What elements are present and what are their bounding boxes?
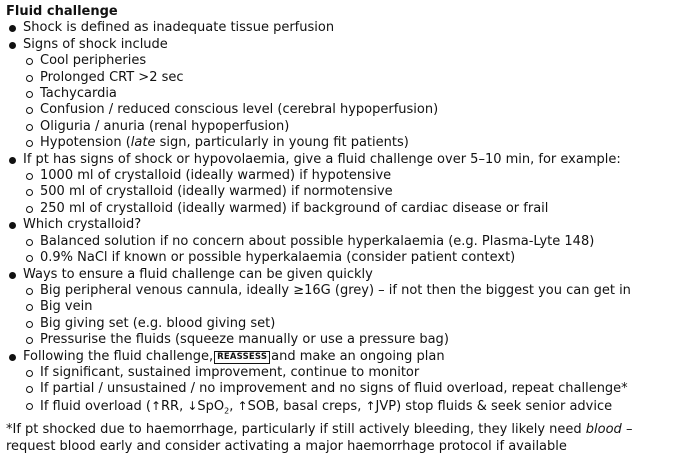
- arrow-up-icon: ↑: [150, 398, 162, 413]
- page-title: Fluid challenge: [6, 4, 118, 19]
- sub-item: Big giving set (e.g. blood giving set): [23, 316, 671, 332]
- sub-item-hypotension: [23, 135, 671, 151]
- sub-item: Big vein: [23, 299, 671, 315]
- list-item-fluid-challenge: [6, 152, 671, 218]
- overload-spo: SpO: [197, 398, 225, 414]
- sub-item: Cool peripheries: [23, 53, 671, 69]
- signs-sublist: [23, 53, 671, 151]
- sub-item: Pressurise the fluids (squeeze manually or use a pressure bag): [23, 332, 671, 348]
- hypotension-text-post: sign, particularly in young fit patients): [155, 135, 409, 151]
- footnote-text-post: – request blood early and consider activating a major haemorrhage protocol if available: [6, 422, 633, 454]
- challenge-header: If pt has signs of shock or hypovolaemia, give a fluid challenge over 5–10 min, for example:: [23, 151, 621, 167]
- main-bullet-list: [6, 20, 671, 415]
- overload-sob: SOB, basal creps,: [247, 398, 366, 414]
- arrow-down-icon: ↓: [187, 398, 198, 413]
- which-sublist: [23, 234, 671, 267]
- sub-item: 250 ml of crystalloid (ideally warmed) if background of cardiac disease or frail: [23, 201, 671, 217]
- list-item-which-crystalloid: [6, 217, 671, 266]
- sub-item: Balanced solution if no concern about possible hyperkalaemia (e.g. Plasma-Lyte 148): [23, 234, 671, 250]
- sub-item: If significant, sustained improvement, continue to monitor: [23, 365, 671, 381]
- which-header: Which crystalloid?: [23, 217, 142, 233]
- reassess-badge: REASSESS: [214, 351, 270, 364]
- arrow-up-icon: ↑: [365, 398, 376, 413]
- sub-item: Tachycardia: [23, 86, 671, 102]
- overload-rr: RR,: [161, 398, 188, 414]
- list-item-shock-definition: Shock is defined as inadequate tissue perfusion: [6, 20, 671, 36]
- hypotension-text-pre: Hypotension (: [40, 135, 131, 151]
- overload-comma: ,: [229, 398, 238, 414]
- sub-item: If partial / unsustained / no improvement and no signs of fluid overload, repeat challenge*: [23, 381, 671, 397]
- list-item-signs-of-shock: [6, 37, 671, 152]
- sub-item: 500 ml of crystalloid (ideally warmed) if normotensive: [23, 184, 671, 200]
- sub-item-fluid-overload: [23, 398, 671, 415]
- overload-subscript-2: 2: [224, 406, 230, 416]
- footnote-blood-emphasis: blood: [585, 422, 622, 438]
- list-item-ways: [6, 267, 671, 349]
- overload-jvp: JVP) stop fluids & seek senior advice: [375, 398, 613, 414]
- overload-text-pre: If fluid overload (: [40, 398, 151, 414]
- arrow-up-icon: ↑: [237, 398, 248, 413]
- sub-item: Oliguria / anuria (renal hypoperfusion): [23, 119, 671, 135]
- sub-item: Big peripheral venous cannula, ideally ≥16G (grey) – if not then the biggest you can get in: [23, 283, 671, 299]
- ways-header: Ways to ensure a fluid challenge can be given quickly: [23, 266, 373, 282]
- sub-item: 0.9% NaCl if known or possible hyperkalaemia (consider patient context): [23, 250, 671, 266]
- list-item-following: [6, 349, 671, 416]
- sub-item: Prolonged CRT >2 sec: [23, 70, 671, 86]
- following-text-pre: Following the fluid challenge,: [23, 348, 214, 364]
- following-sublist: [23, 365, 671, 415]
- footnote: [6, 422, 671, 455]
- following-text-post: and make an ongoing plan: [271, 348, 445, 364]
- ways-sublist: [23, 283, 671, 349]
- footnote-text-pre: *If pt shocked due to haemorrhage, particularly if still actively bleeding, they likely need: [6, 422, 586, 438]
- challenge-sublist: [23, 168, 671, 217]
- sub-item: Confusion / reduced conscious level (cerebral hypoperfusion): [23, 102, 671, 118]
- signs-header: Signs of shock include: [23, 36, 168, 52]
- sub-item: 1000 ml of crystalloid (ideally warmed) if hypotensive: [23, 168, 671, 184]
- hypotension-late-emphasis: late: [130, 135, 156, 151]
